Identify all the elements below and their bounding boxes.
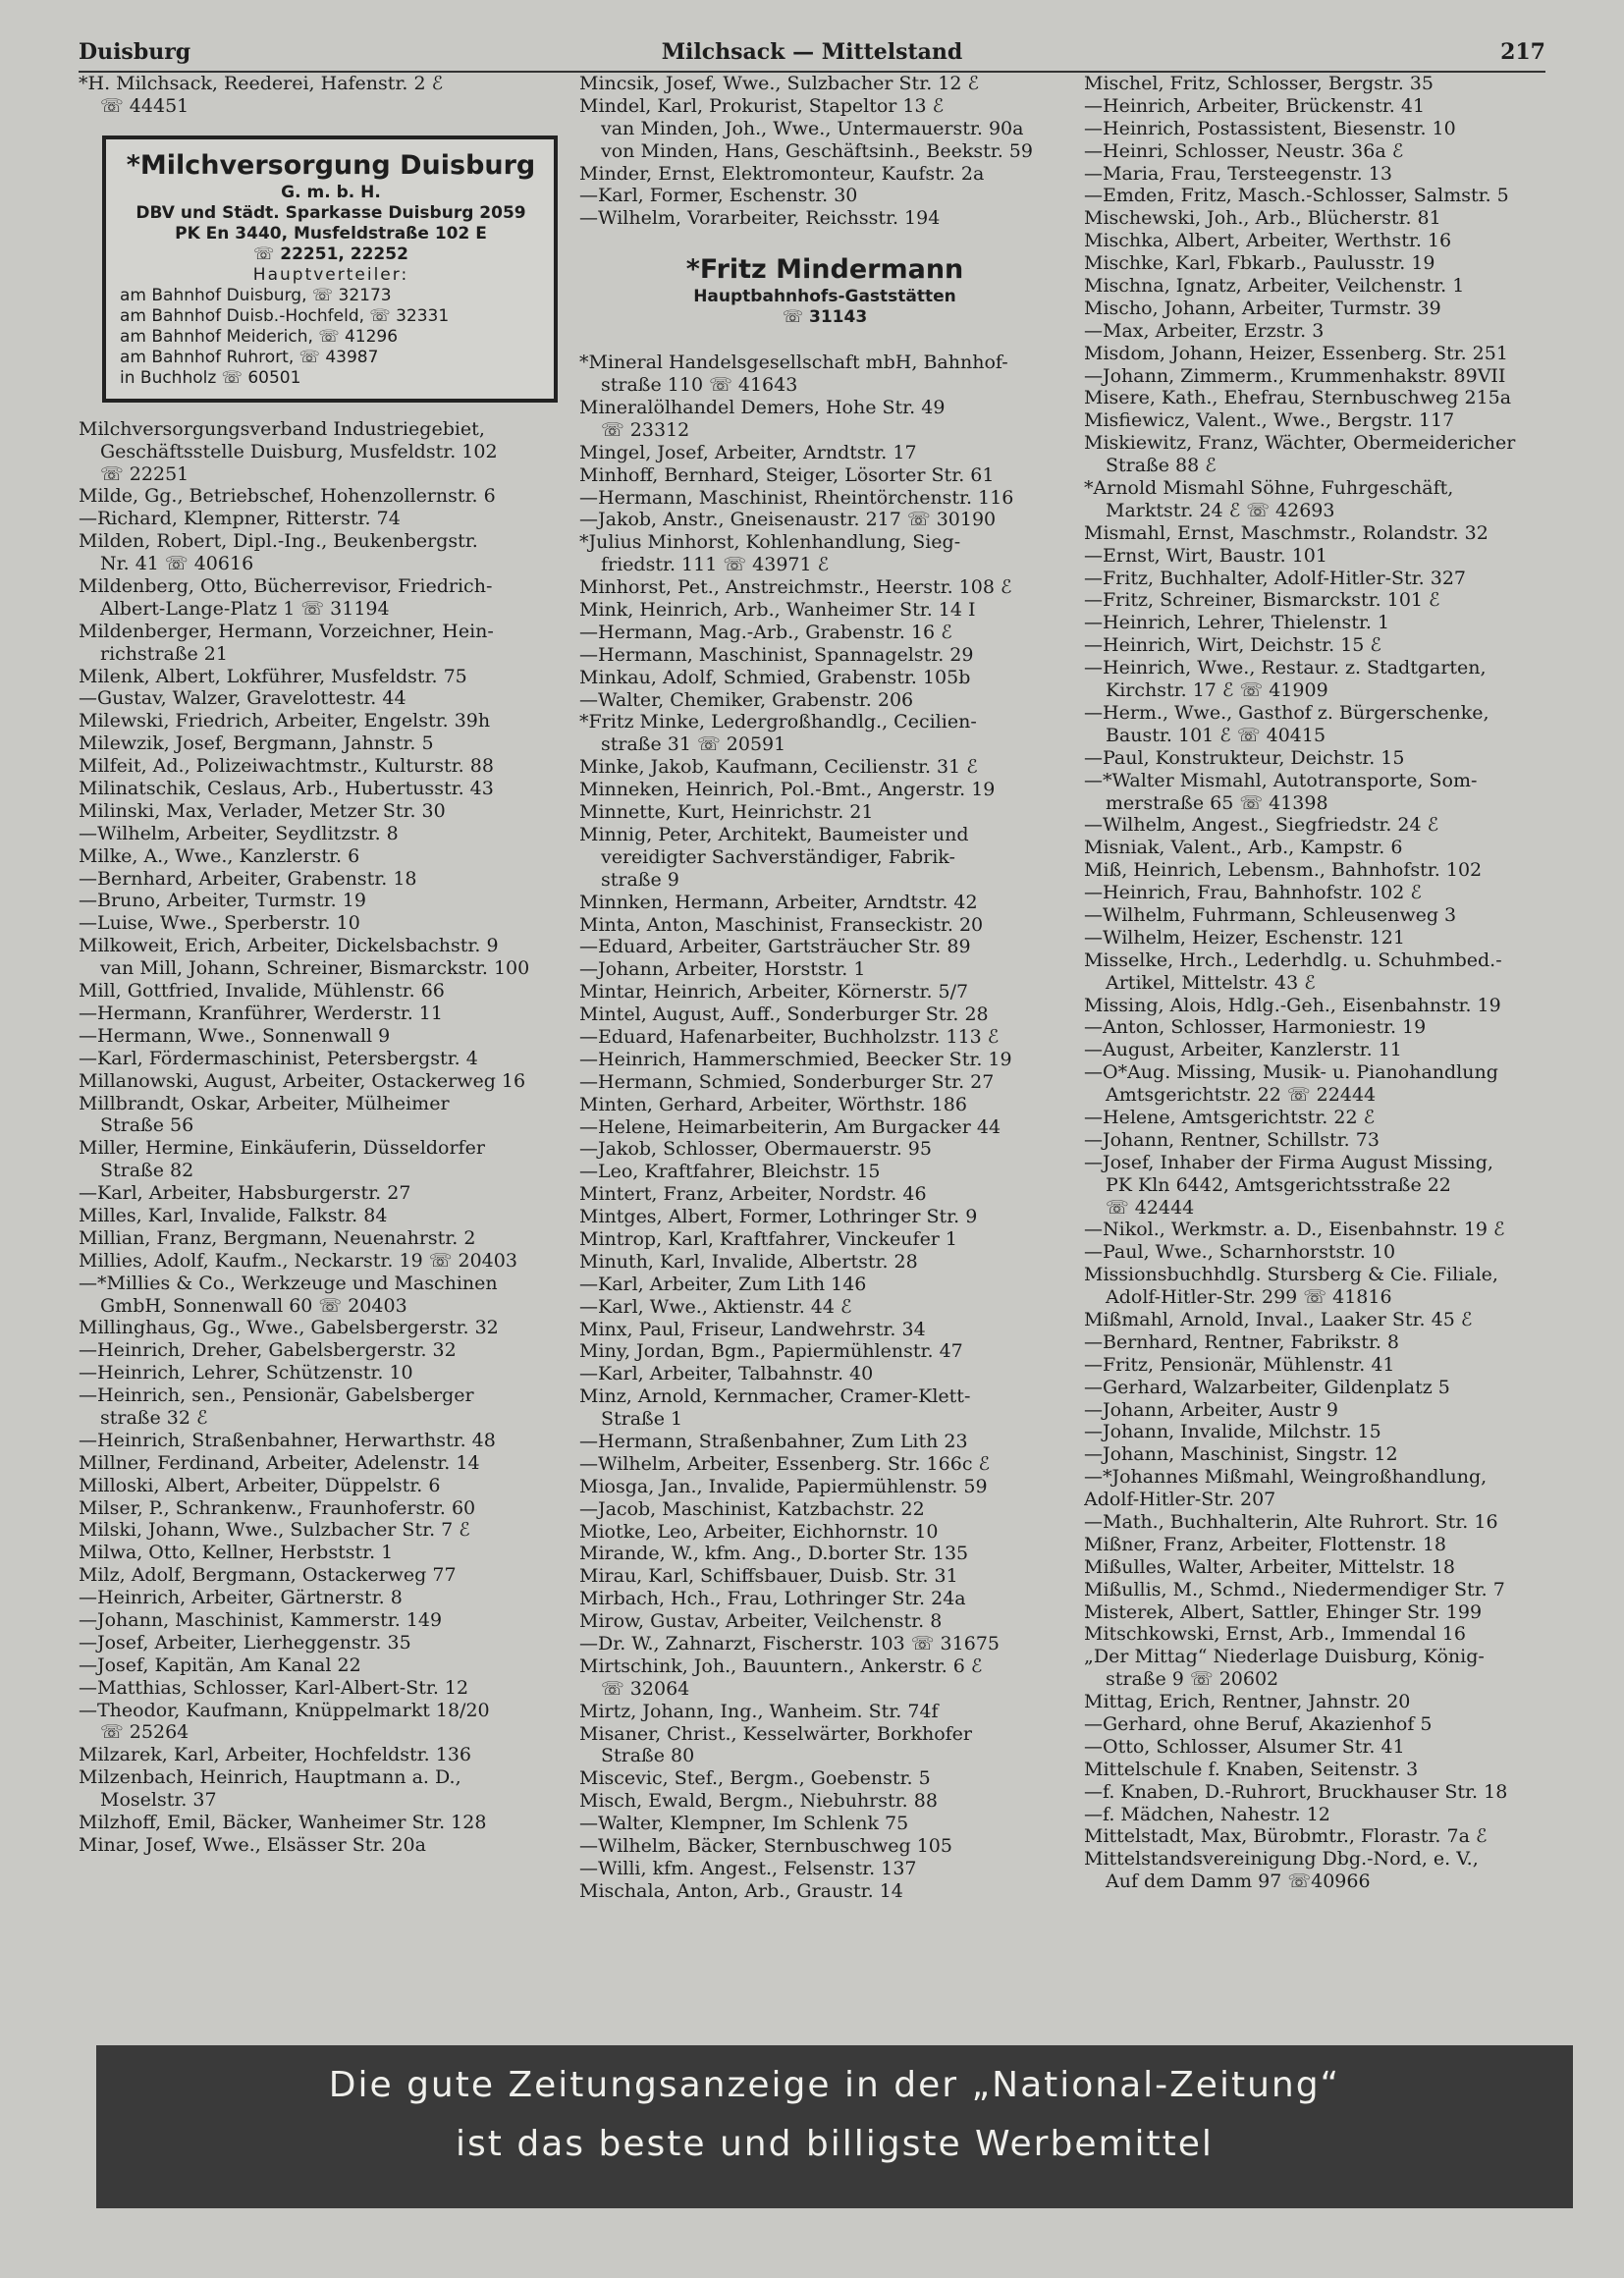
ad-title: *Fritz Mindermann: [685, 254, 964, 286]
entry-line: —Johann, Arbeiter, Austr 9: [1084, 1398, 1338, 1421]
entry-line: —Fritz, Buchhalter, Adolf-Hitler-Str. 327: [1084, 567, 1467, 589]
entry-line: Mischna, Ignatz, Arbeiter, Veilchenstr. 1: [1084, 275, 1465, 298]
entry-line: PK Kln 6442, Amtsgerichtsstraße 22: [1106, 1173, 1451, 1196]
entry-line: Mintel, August, Auff., Sonderburger Str. 28: [579, 1003, 989, 1026]
entry-line: ☏ 22251: [100, 462, 189, 485]
column-3: [1084, 73, 1549, 1893]
entry-line: —Heinrich, Hammerschmied, Beecker Str. 19: [579, 1048, 1012, 1070]
entry-line: Adolf-Hitler-Str. 299 ☏ 41816: [1106, 1286, 1392, 1309]
entry-line: —Fritz, Pensionär, Mühlenstr. 41: [1084, 1353, 1395, 1376]
entry-line: Miscevic, Stef., Bergm., Goebenstr. 5: [579, 1767, 931, 1790]
entry-line: Amtsgerichtstr. 22 ☏ 22444: [1106, 1084, 1377, 1107]
entry-line: Miller, Hermine, Einkäuferin, Düsseldorfer: [79, 1137, 485, 1160]
header-range: Milchsack — Mittelstand: [661, 39, 963, 65]
entry-line: Mink, Heinrich, Arb., Wanheimer Str. 14 I: [579, 599, 976, 622]
entry-line: Milzarek, Karl, Arbeiter, Hochfeldstr. 136: [79, 1744, 471, 1766]
entry-line: Mischel, Fritz, Schlosser, Bergstr. 35: [1084, 73, 1434, 94]
ad-line: PK En 3440, Musfeldstraße 102 E: [175, 223, 487, 244]
entry-line: Mindel, Karl, Prokurist, Stapeltor 13 ℰ: [579, 94, 945, 117]
entry-line: Milzhoff, Emil, Bäcker, Wanheimer Str. 128: [79, 1812, 487, 1833]
entry-line: —Herm., Wwe., Gasthof z. Bürgerschenke,: [1084, 701, 1489, 724]
entry-line: van Mill, Johann, Schreiner, Bismarckstr. 100: [100, 957, 530, 980]
entry-line: —Gerhard, Walzarbeiter, Gildenplatz 5: [1084, 1376, 1450, 1398]
entry-line: —Leo, Kraftfahrer, Bleichstr. 15: [579, 1161, 881, 1183]
entry-line: Millanowski, August, Arbeiter, Ostackerweg 16: [79, 1069, 526, 1092]
ad-distributor: am Bahnhof Ruhrort, ☏ 43987: [120, 347, 379, 367]
entry-line: Mittag, Erich, Rentner, Jahnstr. 20: [1084, 1691, 1411, 1713]
entry-line: Minar, Josef, Wwe., Elsässer Str. 20a: [79, 1833, 426, 1856]
entry-line: *H. Milchsack, Reederei, Hafenstr. 2 ℰ: [79, 73, 444, 94]
entry-line: Auf dem Damm 97 ☏40966: [1106, 1871, 1371, 1893]
ad-label: Hauptverteiler:: [252, 264, 409, 285]
entry-line: Mintges, Albert, Former, Lothringer Str. 9: [579, 1206, 978, 1228]
entry-line: Geschäftsstelle Duisburg, Musfeldstr. 102: [100, 440, 498, 462]
entry-line: Mill, Gottfried, Invalide, Mühlenstr. 66: [79, 980, 445, 1003]
entry-line: Misere, Kath., Ehefrau, Sternbuschweg 215a: [1084, 387, 1512, 409]
entry-line: straße 9 ☏ 20602: [1106, 1668, 1279, 1691]
ad-line: ☏ 22251, 22252: [253, 244, 408, 264]
entry-line: —Josef, Arbeiter, Lierheggenstr. 35: [79, 1631, 411, 1654]
entry-line: Misselke, Hrch., Lederhdlg. u. Schuhmbed.-: [1084, 949, 1502, 971]
entry-line: Albert-Lange-Platz 1 ☏ 31194: [100, 597, 390, 620]
entry-line: —Heinrich, Dreher, Gabelsbergerstr. 32: [79, 1339, 457, 1362]
entry-line: Mißullis, M., Schmd., Niedermendiger Str. 7: [1084, 1578, 1505, 1600]
entry-line: Missing, Alois, Hdlg.-Geh., Eisenbahnstr. 19: [1084, 994, 1501, 1016]
entry-line: Milkoweit, Erich, Arbeiter, Dickelsbachstr. 9: [79, 935, 499, 957]
entry-line: —Nikol., Werkmstr. a. D., Eisenbahnstr. 19 ℰ: [1084, 1219, 1505, 1241]
entry-line: —Karl, Arbeiter, Talbahnstr. 40: [579, 1363, 874, 1385]
entry-line: —Walter, Klempner, Im Schlenk 75: [579, 1813, 909, 1835]
entry-line: Minke, Jakob, Kaufmann, Cecilienstr. 31 ℰ: [579, 756, 978, 779]
entry-line: Minx, Paul, Friseur, Landwehrstr. 34: [579, 1318, 926, 1340]
ad-line: G. m. b. H.: [281, 182, 381, 202]
entry-line: —Walter, Chemiker, Grabenstr. 206: [579, 688, 914, 711]
entry-line: —Paul, Wwe., Scharnhorststr. 10: [1084, 1241, 1396, 1264]
entry-line: —Fritz, Schreiner, Bismarckstr. 101 ℰ: [1084, 589, 1440, 612]
entry-line: —Richard, Klempner, Ritterstr. 74: [79, 508, 401, 530]
entry-line: —Bernhard, Arbeiter, Grabenstr. 18: [79, 867, 417, 890]
entry-line: —Wilhelm, Angest., Siegfriedstr. 24 ℰ: [1084, 814, 1439, 837]
entry-line: Mittelstandsvereinigung Dbg.-Nord, e. V.,: [1084, 1848, 1479, 1871]
entry-line: Minz, Arnold, Kernmacher, Cramer-Klett-: [579, 1385, 971, 1408]
entry-line: Straße 1: [601, 1408, 683, 1431]
entry-line: Milfeit, Ad., Polizeiwachtmstr., Kulturstr. 88: [79, 755, 494, 778]
entry-line: Mintar, Heinrich, Arbeiter, Körnerstr. 5/7: [579, 981, 969, 1003]
ad-distributor: am Bahnhof Duisb.-Hochfeld, ☏ 32331: [120, 305, 450, 326]
entry-line: —Heinrich, Wirt, Deichstr. 15 ℰ: [1084, 634, 1381, 657]
entry-line: —Wilhelm, Arbeiter, Essenberg. Str. 166c ℰ: [579, 1452, 990, 1475]
banner-line-1: Die gute Zeitungsanzeige in der „National-Zeitung“: [328, 2065, 1341, 2105]
entry-line: —Eduard, Hafenarbeiter, Buchholzstr. 113 ℰ: [579, 1025, 1000, 1048]
entry-line: Minnken, Hermann, Arbeiter, Arndtstr. 42: [579, 891, 978, 913]
entry-line: —Johann, Maschinist, Singstr. 12: [1084, 1443, 1398, 1466]
entry-line: Milinatschik, Ceslaus, Arb., Hubertusstr. 43: [79, 778, 494, 800]
entry-line: —Karl, Former, Eschenstr. 30: [579, 185, 858, 207]
entry-line: —Heinrich, Arbeiter, Gärtnerstr. 8: [79, 1587, 403, 1609]
entry-line: Milski, Johann, Wwe., Sulzbacher Str. 7 ℰ: [79, 1519, 470, 1542]
entry-line: Mischewski, Joh., Arb., Blücherstr. 81: [1084, 207, 1441, 230]
entry-line: vereidigter Sachverständiger, Fabrik-: [601, 845, 955, 868]
entry-line: Millian, Franz, Bergmann, Neuenahrstr. 2: [79, 1226, 476, 1249]
entry-line: Adolf-Hitler-Str. 207: [1084, 1489, 1276, 1511]
entry-line: *Arnold Mismahl Söhne, Fuhrgeschäft,: [1084, 477, 1454, 500]
entry-line: Mirbach, Hch., Frau, Lothringer Str. 24a: [579, 1588, 966, 1610]
entry-line: Milde, Gg., Betriebschef, Hohenzollernstr. 6: [79, 485, 496, 508]
entry-line: —Jakob, Schlosser, Obermauerstr. 95: [579, 1138, 932, 1161]
entry-line: —Willi, kfm. Angest., Felsenstr. 137: [579, 1857, 917, 1879]
entry-line: ☏ 42444: [1106, 1196, 1195, 1219]
entry-line: —Heinrich, Postassistent, Biesenstr. 10: [1084, 117, 1456, 139]
entry-line: Mißner, Franz, Arbeiter, Flottenstr. 18: [1084, 1533, 1447, 1555]
ad-phone: ☏ 31143: [782, 307, 868, 328]
ad-subtitle: Hauptbahnhofs-Gaststätten: [693, 287, 956, 307]
entry-line: Milser, P., Schrankenw., Fraunhoferstr. 60: [79, 1496, 476, 1519]
entry-line: —Heinrich, Wwe., Restaur. z. Stadtgarten,: [1084, 657, 1487, 679]
entry-line: Mischka, Albert, Arbeiter, Werthstr. 16: [1084, 230, 1452, 252]
entry-line: —f. Knaben, D.-Ruhrort, Bruckhauser Str. 18: [1084, 1780, 1508, 1803]
entry-line: —O*Aug. Missing, Musik- u. Pianohandlung: [1084, 1061, 1498, 1084]
entry-line: von Minden, Hans, Geschäftsinh., Beekstr. 59: [601, 139, 1033, 162]
banner-line-2: ist das beste und billigste Werbemittel: [456, 2124, 1214, 2164]
entry-line: Minten, Gerhard, Arbeiter, Wörthstr. 186: [579, 1093, 967, 1115]
ad-line: DBV und Städt. Sparkasse Duisburg 2059: [135, 202, 526, 223]
entry-line: —Theodor, Kaufmann, Knüppelmarkt 18/20: [79, 1699, 490, 1721]
entry-line: Mismahl, Ernst, Maschmstr., Rolandstr. 32: [1084, 521, 1489, 544]
entry-line: Minuth, Karl, Invalide, Albertstr. 28: [579, 1250, 918, 1273]
entry-line: Mildenberg, Otto, Bücherrevisor, Friedrich-: [79, 575, 493, 598]
entry-line: Misfiewicz, Valent., Wwe., Bergstr. 117: [1084, 409, 1455, 432]
entry-line: —Johann, Maschinist, Kammerstr. 149: [79, 1608, 443, 1631]
ad-milchversorgung: [102, 136, 558, 403]
entry-line: straße 32 ℰ: [100, 1406, 208, 1429]
entry-line: Milke, A., Wwe., Kanzlerstr. 6: [79, 844, 360, 867]
entry-line: Mintert, Franz, Arbeiter, Nordstr. 46: [579, 1183, 927, 1206]
ad-distributor: am Bahnhof Meiderich, ☏ 41296: [120, 326, 399, 347]
entry-line: Minnette, Kurt, Heinrichstr. 21: [579, 801, 874, 824]
entry-line: Moselstr. 37: [100, 1789, 217, 1812]
page-header: [79, 37, 1545, 73]
entry-line: —Karl, Wwe., Aktienstr. 44 ℰ: [579, 1295, 852, 1318]
entry-line: Milewski, Friedrich, Arbeiter, Engelstr. 39h: [79, 710, 491, 732]
ad-distributor: am Bahnhof Duisburg, ☏ 32173: [120, 285, 392, 305]
entry-line: Mirande, W., kfm. Ang., D.borter Str. 135: [579, 1543, 969, 1565]
entry-line: Miotke, Leo, Arbeiter, Eichhornstr. 10: [579, 1520, 939, 1543]
entry-line: Artikel, Mittelstr. 43 ℰ: [1106, 971, 1316, 994]
entry-line: —Heinrich, Arbeiter, Brückenstr. 41: [1084, 94, 1426, 117]
entry-line: straße 110 ☏ 41643: [601, 374, 798, 397]
entry-line: —Helene, Heimarbeiterin, Am Burgacker 44: [579, 1115, 1001, 1138]
entry-line: Misniak, Valent., Arb., Kampstr. 6: [1084, 837, 1403, 859]
entry-line: *Fritz Minke, Ledergroßhandlg., Cecilien-: [579, 711, 977, 733]
entry-line: *Julius Minhorst, Kohlenhandlung, Sieg-: [579, 531, 961, 554]
entry-line: straße 31 ☏ 20591: [601, 733, 786, 756]
entry-line: Misdom, Johann, Heizer, Essenberg. Str. 251: [1084, 342, 1508, 364]
entry-line: —Karl, Fördermaschinist, Petersbergstr. 4: [79, 1047, 478, 1069]
entry-line: Minhoff, Bernhard, Steiger, Lösorter Str. 61: [579, 463, 995, 486]
entry-line: richstraße 21: [100, 642, 228, 665]
entry-line: —Hermann, Maschinist, Rheintörchenstr. 116: [579, 486, 1014, 509]
entry-line: Mincsik, Josef, Wwe., Sulzbacher Str. 12 ℰ: [579, 73, 979, 94]
entry-line: Mißulles, Walter, Arbeiter, Mittelstr. 18: [1084, 1555, 1455, 1578]
entry-line: —Gerhard, ohne Beruf, Akazienhof 5: [1084, 1713, 1433, 1736]
entry-line: merstraße 65 ☏ 41398: [1106, 791, 1328, 814]
entry-line: Marktstr. 24 ℰ ☏ 42693: [1106, 499, 1335, 521]
ad-distributor: in Buchholz ☏ 60501: [120, 367, 301, 388]
entry-line: Mirau, Karl, Schiffsbauer, Duisb. Str. 31: [579, 1565, 958, 1588]
entry-line: Milchversorgungsverband Industriegebiet,: [79, 417, 485, 440]
entry-line: —*Millies & Co., Werkzeuge und Maschinen: [79, 1272, 498, 1294]
entry-line: *Mineral Handelsgesellschaft mbH, Bahnhof-: [579, 352, 1008, 374]
entry-line: —Otto, Schlosser, Alsumer Str. 41: [1084, 1735, 1405, 1758]
entry-line: —Johann, Invalide, Milchstr. 15: [1084, 1421, 1381, 1443]
entry-line: ☏ 44451: [100, 94, 189, 117]
entry-line: Nr. 41 ☏ 40616: [100, 553, 254, 575]
entry-line: Milenk, Albert, Lokführer, Musfeldstr. 75: [79, 665, 467, 687]
entry-line: Minder, Ernst, Elektromonteur, Kaufstr. 2a: [579, 162, 985, 185]
entry-line: Millner, Ferdinand, Arbeiter, Adelenstr. 14: [79, 1451, 480, 1474]
entry-line: —Paul, Konstrukteur, Deichstr. 15: [1084, 746, 1405, 769]
entry-line: Kirchstr. 17 ℰ ☏ 41909: [1106, 679, 1328, 702]
entry-line: —Johann, Arbeiter, Horststr. 1: [579, 958, 866, 981]
entry-line: —Josef, Inhaber der Firma August Missing,: [1084, 1151, 1493, 1173]
entry-line: —Karl, Arbeiter, Habsburgerstr. 27: [79, 1182, 411, 1205]
entry-line: Mischo, Johann, Arbeiter, Turmstr. 39: [1084, 297, 1441, 319]
entry-line: Misterek, Albert, Sattler, Ehinger Str. 199: [1084, 1600, 1483, 1623]
entry-line: Straße 88 ℰ: [1106, 455, 1217, 477]
entry-line: —Heinrich, Straßenbahner, Herwarthstr. 48: [79, 1429, 496, 1451]
entry-line: —Johann, Zimmerm., Krummenhakstr. 89VII: [1084, 364, 1506, 387]
entry-line: Mineralölhandel Demers, Hohe Str. 49: [579, 397, 946, 419]
entry-line: —*Johannes Mißmahl, Weingroßhandlung,: [1084, 1466, 1488, 1489]
column-2: [579, 73, 1070, 1903]
entry-line: Milinski, Max, Verlader, Metzer Str. 30: [79, 799, 446, 822]
entry-line: Straße 56: [100, 1114, 194, 1137]
entry-line: GmbH, Sonnenwall 60 ☏ 20403: [100, 1294, 407, 1317]
entry-line: —Maria, Frau, Tersteegenstr. 13: [1084, 162, 1392, 185]
entry-line: Miny, Jordan, Bgm., Papiermühlenstr. 47: [579, 1340, 963, 1363]
entry-line: Miß, Heinrich, Lebensm., Bahnhofstr. 102: [1084, 859, 1483, 882]
entry-line: Minhorst, Pet., Anstreichmstr., Heerstr. 108 ℰ: [579, 576, 1012, 599]
entry-line: Minta, Anton, Maschinist, Franseckistr. 20: [579, 913, 984, 936]
entry-line: Mittelschule f. Knaben, Seitenstr. 3: [1084, 1758, 1419, 1780]
entry-line: „Der Mittag“ Niederlage Duisburg, König-: [1084, 1646, 1485, 1668]
column-1: [79, 73, 571, 1857]
entry-line: Milwa, Otto, Kellner, Herbststr. 1: [79, 1542, 394, 1564]
entry-line: Mintrop, Karl, Kraftfahrer, Vinckeufer 1: [579, 1227, 958, 1250]
entry-line: Mirow, Gustav, Arbeiter, Veilchenstr. 8: [579, 1610, 943, 1633]
entry-line: Miosga, Jan., Invalide, Papiermühlenstr. 59: [579, 1475, 988, 1497]
entry-line: Straße 80: [601, 1745, 695, 1767]
entry-line: —Heinrich, Lehrer, Thielenstr. 1: [1084, 612, 1390, 634]
entry-line: —Hermann, Wwe., Sonnenwall 9: [79, 1024, 391, 1047]
header-city: Duisburg: [79, 39, 191, 65]
entry-line: —Luise, Wwe., Sperberstr. 10: [79, 912, 360, 935]
entry-line: —Math., Buchhalterin, Alte Ruhrort. Str. 16: [1084, 1511, 1498, 1533]
entry-line: —Eduard, Arbeiter, Gartsträucher Str. 89: [579, 936, 971, 958]
entry-line: Mildenberger, Hermann, Vorzeichner, Hein-: [79, 620, 494, 642]
entry-line: Mischke, Karl, Fbkarb., Paulusstr. 19: [1084, 252, 1435, 275]
entry-line: —Wilhelm, Bäcker, Sternbuschweg 105: [579, 1835, 952, 1858]
entry-line: Mischala, Anton, Arb., Graustr. 14: [579, 1879, 903, 1902]
entry-line: Millinghaus, Gg., Wwe., Gabelsbergerstr. 32: [79, 1317, 499, 1339]
entry-line: Mirtz, Johann, Ing., Wanheim. Str. 74f: [579, 1700, 939, 1722]
entry-line: —Karl, Arbeiter, Zum Lith 146: [579, 1273, 867, 1295]
entry-line: Misaner, Christ., Kesselwärter, Borkhofer: [579, 1722, 973, 1745]
entry-line: —Matthias, Schlosser, Karl-Albert-Str. 12: [79, 1676, 469, 1699]
ad-banner: [96, 2045, 1573, 2208]
entry-line: Milz, Adolf, Bergmann, Ostackerweg 77: [79, 1564, 457, 1587]
entry-line: Mirtschink, Joh., Bauuntern., Ankerstr. 6 ℰ: [579, 1654, 983, 1677]
entry-line: Minnig, Peter, Architekt, Baumeister und: [579, 823, 969, 845]
page-number: 217: [1500, 39, 1545, 65]
entry-line: straße 9: [601, 868, 679, 891]
entry-line: —Wilhelm, Vorarbeiter, Reichsstr. 194: [579, 207, 941, 230]
entry-line: —Wilhelm, Fuhrmann, Schleusenweg 3: [1084, 903, 1457, 926]
entry-line: —Jacob, Maschinist, Katzbachstr. 22: [579, 1497, 925, 1520]
entry-line: —Emden, Fritz, Masch.-Schlosser, Salmstr. 5: [1084, 185, 1509, 207]
entry-line: Mingel, Josef, Arbeiter, Arndtstr. 17: [579, 441, 917, 463]
entry-line: Mittelstadt, Max, Bürobmtr., Florastr. 7a ℰ: [1084, 1825, 1488, 1848]
entry-line: Baustr. 101 ℰ ☏ 40415: [1106, 724, 1326, 746]
entry-line: —Helene, Amtsgerichtstr. 22 ℰ: [1084, 1106, 1376, 1128]
entry-line: friedstr. 111 ☏ 43971 ℰ: [601, 554, 830, 576]
entry-line: —Heinri, Schlosser, Neustr. 36a ℰ: [1084, 139, 1404, 162]
entry-line: Mißmahl, Arnold, Inval., Laaker Str. 45 ℰ: [1084, 1308, 1473, 1330]
entry-line: —*Walter Mismahl, Autotransporte, Som-: [1084, 769, 1478, 791]
entry-line: ☏ 25264: [100, 1721, 189, 1744]
entry-line: —Hermann, Schmied, Sonderburger Str. 27: [579, 1070, 995, 1093]
entry-line: —Wilhelm, Heizer, Eschenstr. 121: [1084, 926, 1405, 949]
entry-line: —Hermann, Maschinist, Spannagelstr. 29: [579, 643, 974, 666]
entry-line: Milles, Karl, Invalide, Falkstr. 84: [79, 1204, 388, 1226]
entry-line: —Max, Arbeiter, Erzstr. 3: [1084, 319, 1325, 342]
entry-line: —Hermann, Straßenbahner, Zum Lith 23: [579, 1430, 968, 1452]
entry-line: —Ernst, Wirt, Baustr. 101: [1084, 544, 1327, 567]
entry-line: Mitschkowski, Ernst, Arb., Immendal 16: [1084, 1623, 1466, 1646]
entry-line: Millbrandt, Oskar, Arbeiter, Mülheimer: [79, 1092, 450, 1114]
entry-line: —Wilhelm, Arbeiter, Seydlitzstr. 8: [79, 822, 399, 844]
entry-line: —Dr. W., Zahnarzt, Fischerstr. 103 ☏ 31675: [579, 1633, 1000, 1654]
entry-line: —Hermann, Mag.-Arb., Grabenstr. 16 ℰ: [579, 621, 952, 643]
entry-line: —Jakob, Anstr., Gneisenaustr. 217 ☏ 30190: [579, 509, 997, 531]
entry-line: —Bernhard, Rentner, Fabrikstr. 8: [1084, 1330, 1399, 1353]
entry-line: Milloski, Albert, Arbeiter, Düppelstr. 6: [79, 1474, 441, 1496]
entry-line: —Johann, Rentner, Schillstr. 73: [1084, 1128, 1380, 1151]
entry-line: —Heinrich, sen., Pensionär, Gabelsberger: [79, 1384, 474, 1407]
entry-line: Milden, Robert, Dipl.-Ing., Beukenbergstr.: [79, 530, 478, 553]
entry-line: —Bruno, Arbeiter, Turmstr. 19: [79, 890, 366, 912]
ad-title: *Milchversorgung Duisburg: [126, 149, 536, 181]
entry-line: van Minden, Joh., Wwe., Untermauerstr. 90a: [601, 117, 1024, 139]
entry-line: —Hermann, Kranführer, Werderstr. 11: [79, 1002, 443, 1024]
entry-line: ☏ 23312: [601, 418, 690, 441]
entry-line: —August, Arbeiter, Kanzlerstr. 11: [1084, 1039, 1402, 1061]
entry-line: Misch, Ewald, Bergm., Niebuhrstr. 88: [579, 1790, 938, 1813]
entry-line: Millies, Adolf, Kaufm., Neckarstr. 19 ☏ 20403: [79, 1249, 517, 1272]
entry-line: Straße 82: [100, 1160, 194, 1182]
entry-line: Missionsbuchhdlg. Stursberg & Cie. Filiale,: [1084, 1264, 1498, 1286]
entry-line: Minkau, Adolf, Schmied, Grabenstr. 105b: [579, 666, 971, 688]
entry-line: Milzenbach, Heinrich, Hauptmann a. D.,: [79, 1766, 461, 1789]
entry-line: —Gustav, Walzer, Gravelottestr. 44: [79, 687, 406, 710]
entry-line: —Heinrich, Lehrer, Schützenstr. 10: [79, 1362, 413, 1384]
entry-line: ☏ 32064: [601, 1677, 690, 1700]
entry-line: —Heinrich, Frau, Bahnhofstr. 102 ℰ: [1084, 882, 1422, 904]
entry-line: Minneken, Heinrich, Pol.-Bmt., Angerstr. 19: [579, 779, 996, 801]
entry-line: —Anton, Schlosser, Harmoniestr. 19: [1084, 1016, 1427, 1039]
entry-line: —Josef, Kapitän, Am Kanal 22: [79, 1654, 361, 1676]
ad-mindermann: [579, 253, 1070, 328]
entry-line: —f. Mädchen, Nahestr. 12: [1084, 1803, 1330, 1825]
entry-line: Milewzik, Josef, Bergmann, Jahnstr. 5: [79, 732, 434, 755]
entry-line: Miskiewitz, Franz, Wächter, Obermeidericher: [1084, 432, 1516, 455]
